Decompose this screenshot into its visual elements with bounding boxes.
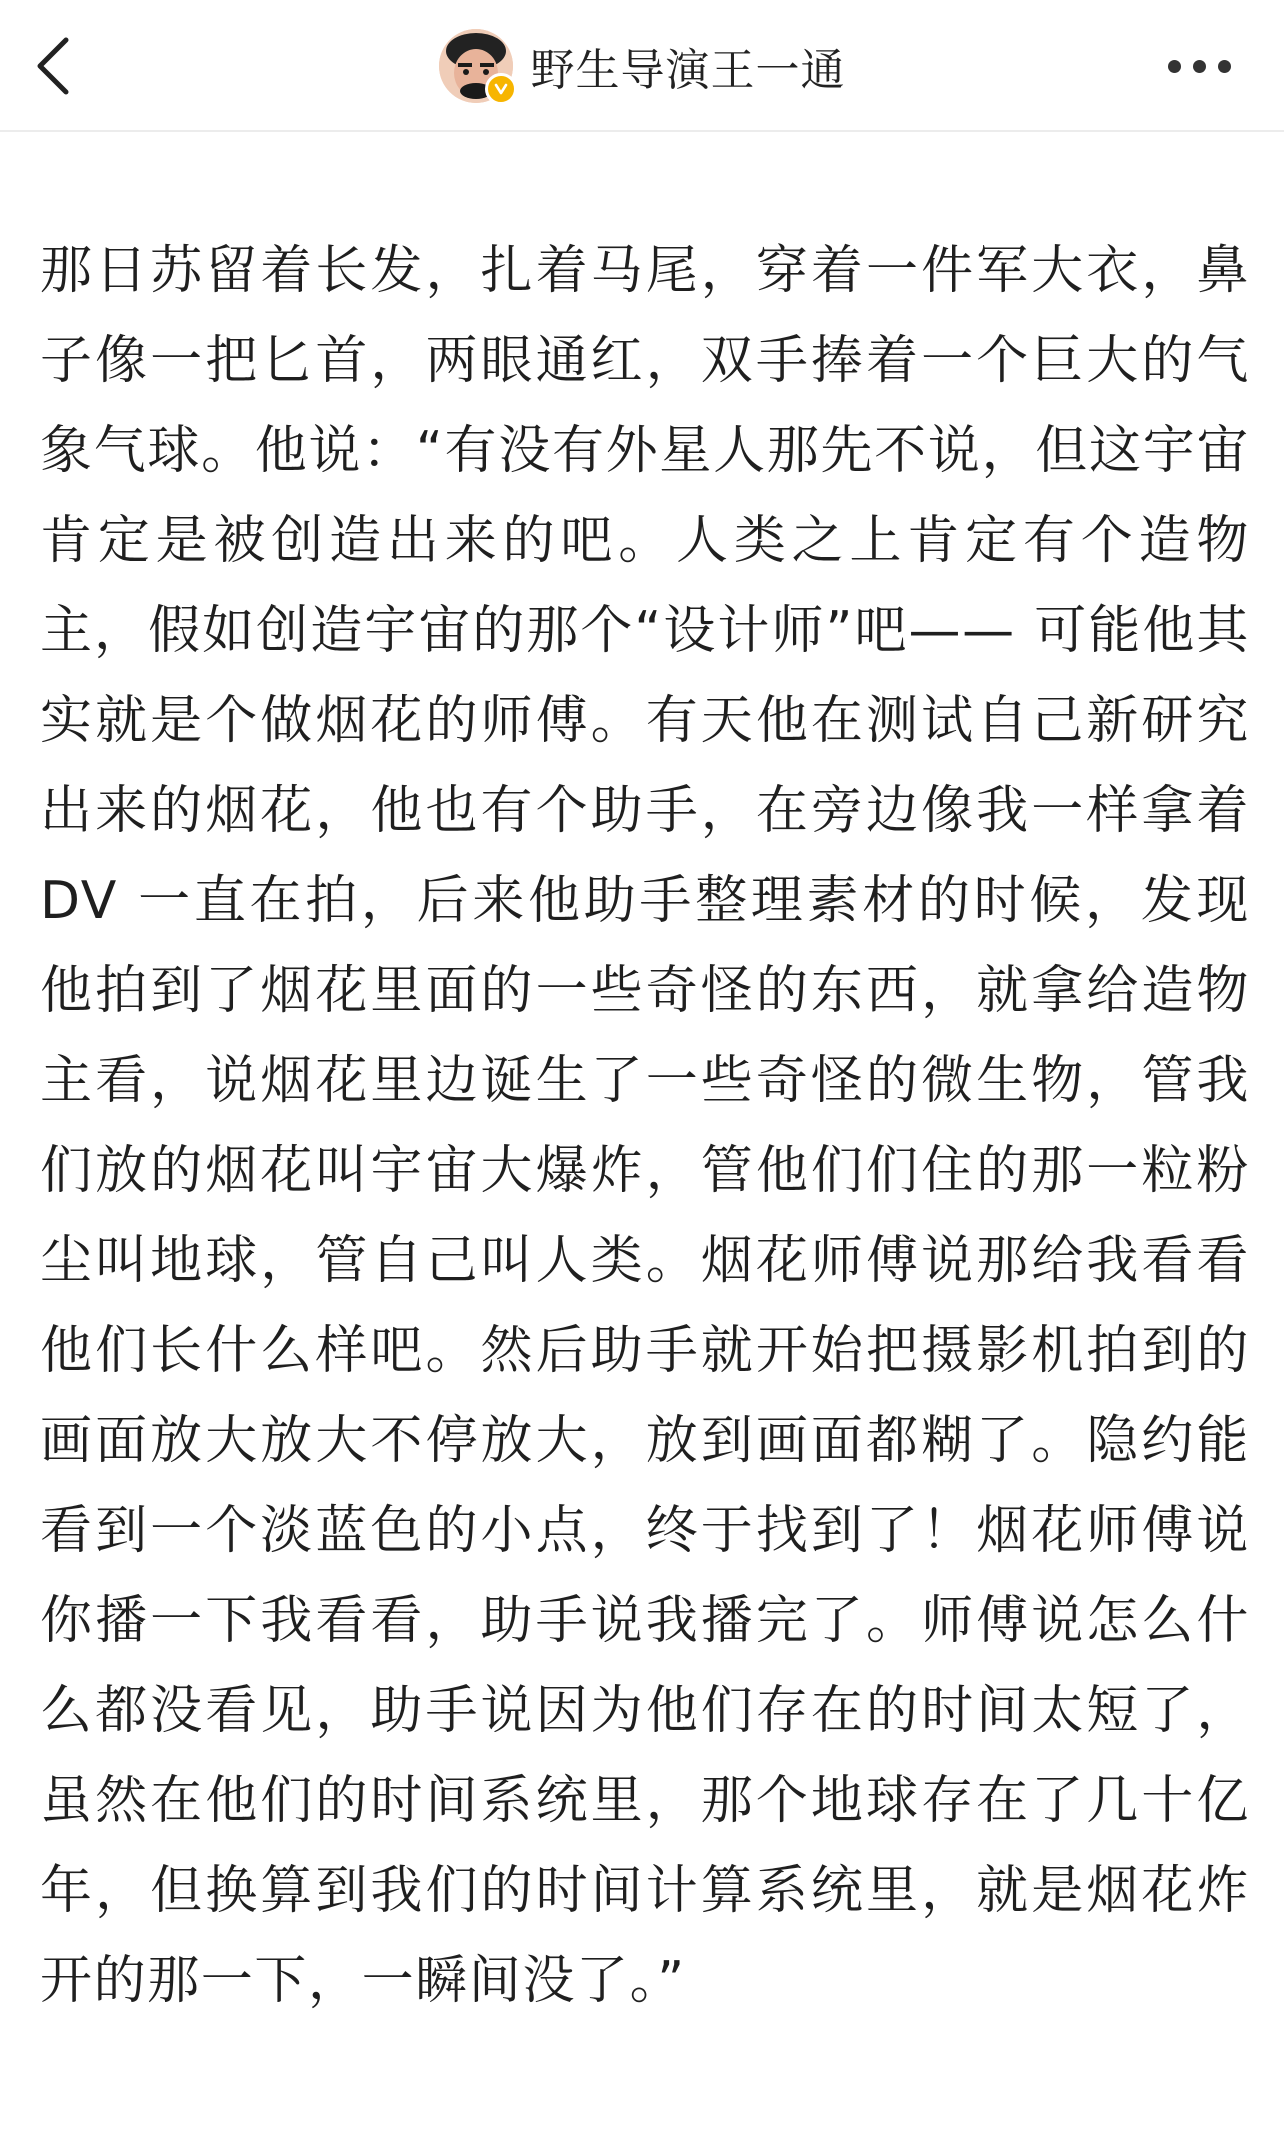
verified-v-icon [493, 81, 509, 97]
header-user[interactable] [0, 24, 1284, 108]
more-horizontal-icon-dot [1218, 60, 1231, 73]
verified-badge [485, 73, 517, 105]
top-navigation-bar [0, 0, 1284, 132]
page-title[interactable]: 野生导演王一通 [530, 45, 846, 96]
more-horizontal-icon-dot [1193, 60, 1206, 73]
more-options-button[interactable] [1154, 44, 1244, 88]
post-text: 那日苏留着长发，扎着马尾，穿着一件军大衣，鼻子像一把匕首，两眼通红，双手捧着一个巨大的气象气球。他说：“有没有外星人那先不说，但这宇宙肯定是被创造出来的吧。人类之上肯定有个造物主，假如创造宇宙的那个“设计师”吧—— 可能他其实就是个做烟花的师傅。有天他在测试自己新研究出来的烟花，他也有个助手，在旁边像我一样拿着 DV 一直在拍，后来他助手整理素材的时候，发现他拍到了烟花里面的一些奇怪的东西，就拿给造物主看，说烟花里边诞生了一些奇怪的微生物，管我们放的烟花叫宇宙大爆炸，管他们们住的那一粒粉尘叫地球，管自己叫人类。烟花师傅说那给我看看他们长什么样吧。然后助手就开始把摄影机拍到的画面放大放大不停放大，放到画面都糊了。隐约能看到一个淡蓝色的小点，终于找到了！烟花师傅说你播一下我看看，助手说我播完了。师傅说怎么什么都没看见，助手说因为他们存在的时间太短了，虽然在他们的时间系统里，那个地球存在了几十亿年，但换算到我们的时间计算系统里，就是烟花炸开的那一下，一瞬间没了。” [40, 241, 1250, 2011]
more-horizontal-icon-dot [1168, 60, 1181, 73]
post-body [40, 226, 1250, 2026]
avatar[interactable] [439, 29, 513, 103]
